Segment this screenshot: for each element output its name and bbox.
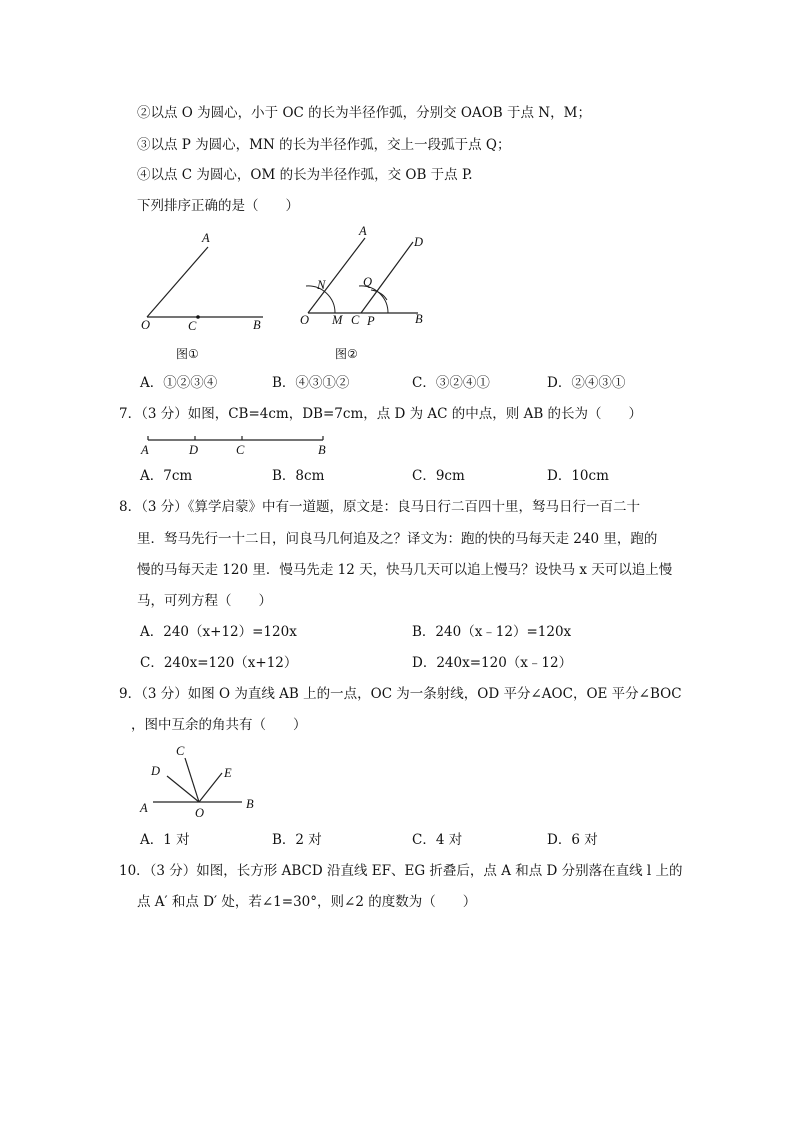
q9-line-2: ，图中互余的角共有（ ） — [131, 717, 307, 733]
q10-line-2: 点 A′ 和点 D′ 处，若∠1=30°，则∠2 的度数为（ ） — [137, 894, 477, 910]
label-d: D — [414, 235, 424, 249]
q6-option-a: A．①②③④ — [140, 375, 218, 391]
ray-oe — [199, 773, 222, 802]
q6-option-c: C．③②④① — [412, 375, 490, 391]
q10-line-1: 10．（3 分）如图，长方形 ABCD 沿直线 EF、EG 折叠后，点 A 和点 D 分别落在直线 l 上的 — [119, 863, 683, 879]
q6-figure-2 — [295, 225, 455, 365]
label-b: B — [415, 312, 423, 326]
q7-stem: 7．（3 分）如图，CB=4cm，DB=7cm，点 D 为 AC 的中点，则 AB 的长为（ ） — [119, 406, 643, 422]
label-d: D — [189, 443, 199, 457]
q7-option-d: D．10cm — [547, 468, 609, 484]
q8-line-4: 马，可列方程（ ） — [137, 593, 272, 609]
q9-figure — [135, 740, 275, 825]
ray-oc — [185, 758, 199, 802]
label-c: C — [351, 313, 360, 327]
label-o: O — [141, 318, 151, 332]
label-o: O — [300, 313, 310, 327]
label-d: D — [151, 764, 161, 778]
label-q: Q — [363, 275, 373, 289]
q9-option-a: A．1 对 — [140, 832, 190, 848]
caption-2: 图② — [335, 347, 358, 361]
q8-option-b: B．240（x﹣12）=120x — [412, 624, 572, 640]
q6-step-2: ②以点 O 为圆心，小于 OC 的长为半径作弧，分别交 OAOB 于点 N，M； — [137, 105, 591, 121]
q7-option-b: B．8cm — [272, 468, 325, 484]
q7-option-c: C．9cm — [412, 468, 465, 484]
label-c: C — [236, 443, 245, 457]
label-b: B — [246, 797, 254, 811]
q9-option-c: C．4 对 — [412, 832, 463, 848]
q7-option-a: A．7cm — [140, 468, 193, 484]
q7-figure — [140, 432, 340, 462]
q6-option-b: B．④③①② — [272, 375, 350, 391]
q6-step-3: ③以点 P 为圆心，MN 的长为半径作弧，交上一段弧于点 Q； — [137, 137, 511, 153]
ray-oa — [308, 238, 365, 313]
q9-option-b: B．2 对 — [272, 832, 322, 848]
label-n: N — [317, 278, 326, 292]
label-b: B — [253, 318, 261, 332]
point-c — [196, 315, 200, 319]
q6-prompt: 下列排序正确的是（ ） — [137, 198, 299, 214]
ray-oa — [147, 247, 208, 317]
label-b: B — [318, 443, 326, 457]
q8-option-d: D．240x=120（x﹣12） — [412, 655, 573, 671]
label-a: A — [141, 443, 149, 457]
q9-option-d: D．6 对 — [547, 832, 598, 848]
q8-line-3: 慢的马每天走 120 里．慢马先走 12 天，快马几天可以追上慢马？设快马 x 天可以追上慢 — [137, 562, 673, 578]
label-a: A — [359, 224, 367, 238]
ray-od — [167, 776, 199, 802]
label-a: A — [202, 231, 210, 245]
label-m: M — [332, 313, 343, 327]
q6-option-d: D．②④③① — [547, 375, 626, 391]
q8-option-a: A．240（x+12）=120x — [140, 624, 297, 640]
label-o: O — [195, 806, 205, 820]
q8-option-c: C．240x=120（x+12） — [140, 655, 298, 671]
caption-1: 图① — [176, 347, 199, 361]
q8-line-1: 8．（3 分）《算学启蒙》中有一道题，原文是：良马日行二百四十里，驽马日行一百二十 — [119, 499, 640, 515]
arc-q-small — [371, 290, 387, 300]
label-e: E — [224, 766, 232, 780]
label-c: C — [188, 319, 197, 333]
q6-figure-1 — [135, 225, 295, 365]
label-c: C — [176, 744, 185, 758]
q8-line-2: 里．驽马先行一十二日，问良马几何追及之？译文为：跑的快的马每天走 240 里，跑的 — [137, 531, 658, 547]
label-p: P — [367, 314, 375, 328]
q9-line-1: 9．（3 分）如图 O 为直线 AB 上的一点，OC 为一条射线，OD 平分∠AOC，OE 平分∠BOC — [119, 686, 682, 702]
label-a: A — [140, 801, 148, 815]
q6-step-4: ④以点 C 为圆心，OM 的长为半径作弧，交 OB 于点 P. — [137, 167, 473, 183]
